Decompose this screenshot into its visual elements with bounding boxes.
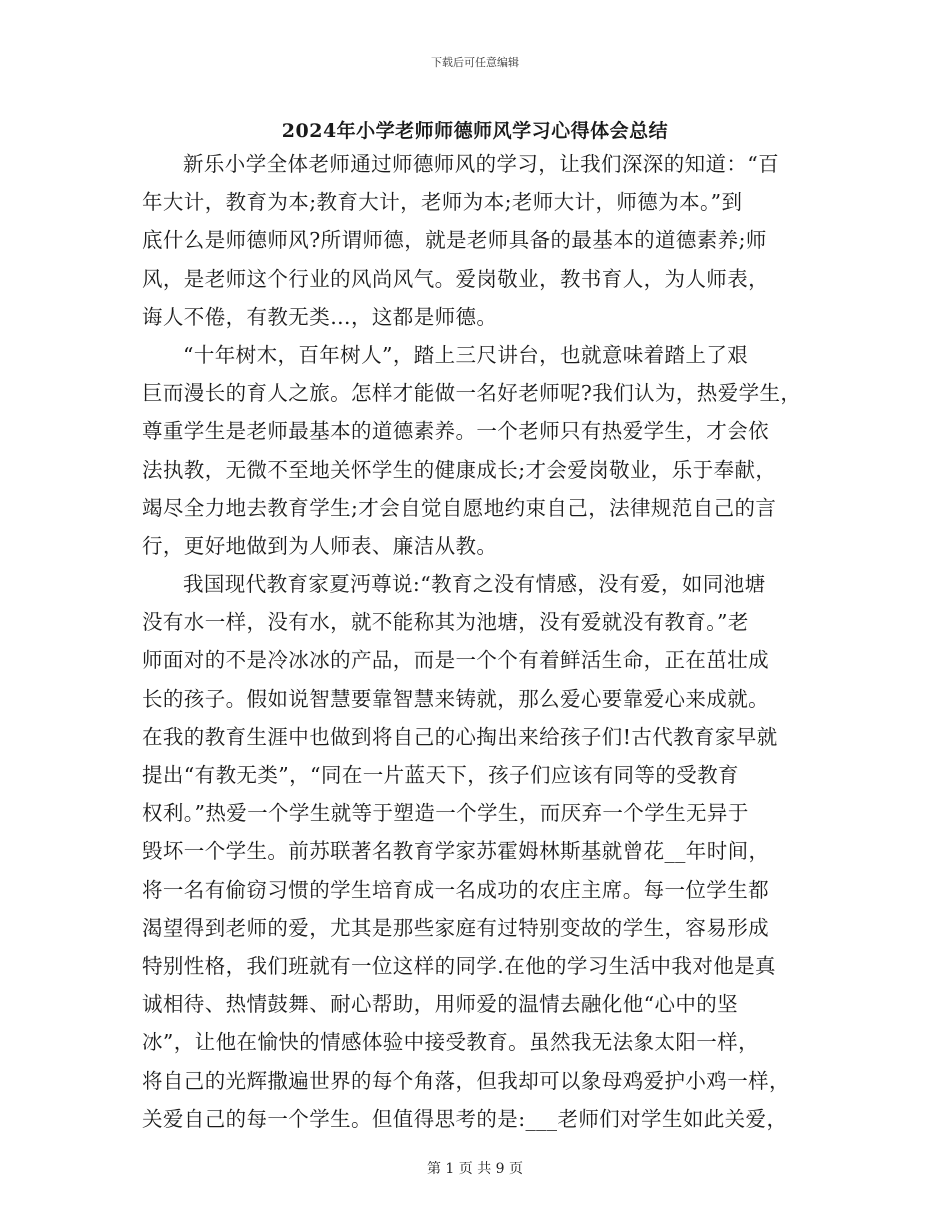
body-text-line: 诲人不倦，有教无类…，这都是师德。 (142, 304, 498, 329)
body-text-line: 提出“有教无类”，“同在一片蓝天下，孩子们应该有同等的受教育 (142, 763, 739, 787)
body-text-line: 尊重学生是老师最基本的道德素养。一个老师只有热爱学生，才会依 (142, 419, 769, 444)
body-text-line: 关爱自己的每一个学生。但值得思考的是:___老师们对学生如此关爱， (142, 1106, 788, 1131)
body-text-line: 诚相待、热情鼓舞、耐心帮助，用师爱的温情去融化他“心中的坚 (142, 992, 739, 1017)
body-text-line: 权利。”热爱一个学生就等于塑造一个学生，而厌弃一个学生无异于 (142, 801, 749, 826)
body-text-line: 底什么是师德师风?所谓师德，就是老师具备的最基本的道德素养;师 (142, 228, 767, 253)
body-text-line: 巨而漫长的育人之旅。怎样才能做一名好老师呢?我们认为，热爱学生， (142, 381, 802, 406)
body-text-line: 渴望得到老师的爱，尤其是那些家庭有过特别变故的学生，容易形成 (142, 915, 769, 940)
body-text-line: 师面对的不是冷冰冰的产品，而是一个个有着鲜活生命，正在茁壮成 (142, 648, 769, 673)
body-text-line: 冰”，让他在愉快的情感体验中接受教育。虽然我无法象太阳一样， (142, 1030, 759, 1055)
body-text-line: 法执教，无微不至地关怀学生的健康成长;才会爱岗敬业，乐于奉献， (142, 457, 777, 482)
document-title: 2024年小学老师师德师风学习心得体会总结 (281, 120, 669, 142)
body-text-line: 毁坏一个学生。前苏联著名教育学家苏霍姆林斯基就曾花__年时间， (142, 839, 770, 864)
header-note: 下载后可任意编辑 (431, 56, 519, 69)
body-text-line: 将一名有偷窃习惯的学生培育成一名成功的农庄主席。每一位学生都 (142, 877, 769, 902)
body-text-line: 新乐小学全体老师通过师德师风的学习，让我们深深的知道：“百 (183, 152, 780, 176)
body-text-line: 风，是老师这个行业的风尚风气。爱岗敬业，教书育人，为人师表， (142, 266, 769, 291)
body-text-line: 特别性格，我们班就有一位这样的同学.在他的学习生活中我对他是真 (142, 953, 776, 978)
document-body (142, 145, 812, 1138)
body-text-line: 长的孩子。假如说智慧要靠智慧来铸就，那么爱心要靠爱心来成就。 (142, 686, 769, 711)
body-text-line: 竭尽全力地去教育学生;才会自觉自愿地约束自己，法律规范自己的言 (142, 495, 777, 520)
body-text-line: “十年树木，百年树人”，踏上三尺讲台，也就意味着踏上了艰 (183, 342, 749, 367)
body-text-line: 没有水一样，没有水，就不能称其为池塘，没有爱就没有教育。”老 (142, 610, 749, 635)
body-text-line: 行，更好地做到为人师表、廉洁从教。 (142, 533, 498, 558)
body-text-line: 在我的教育生涯中也做到将自己的心掏出来给孩子们!古代教育家早就 (142, 724, 778, 749)
body-text-line: 将自己的光辉撒遍世界的每个角落，但我却可以象母鸡爱护小鸡一样， (142, 1068, 790, 1093)
body-text-line: 年大计，教育为本;教育大计，老师为本;老师大计，师德为本。”到 (142, 190, 743, 215)
body-text-line: 我国现代教育家夏沔尊说:“教育之没有情感，没有爱，如同池塘 (183, 572, 766, 597)
page-footer: 第 1 页 共 9 页 (426, 1161, 524, 1177)
